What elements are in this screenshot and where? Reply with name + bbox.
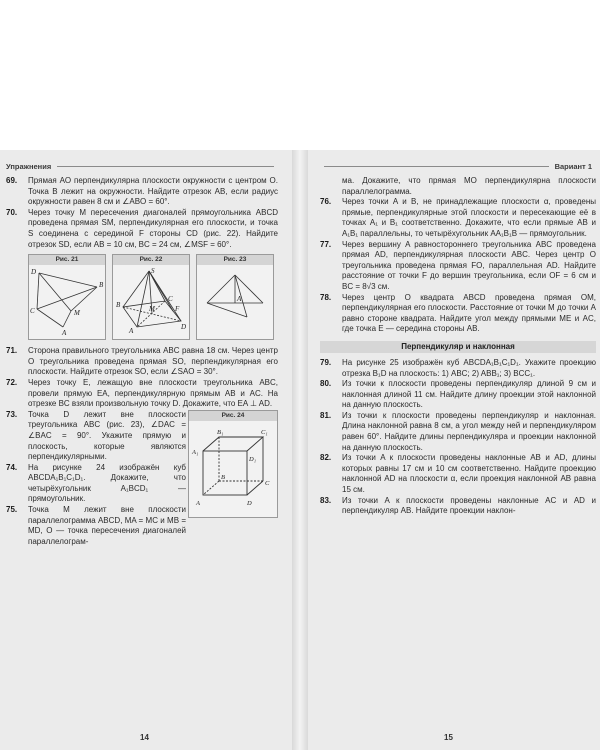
problem-text: Через вершину A равностороннего треугольника ABC проведена прямая AD, перпендикулярная плоскости ABC. Через центр O треугольника проведена прямая FO, параллельная AD. Найдите расстояние от точки F до вершин треугольника, если OF = 6 см и BC = 8√3 см.: [342, 239, 596, 291]
label-c: C: [30, 307, 35, 316]
problem-76: [320, 197, 596, 239]
right-column: [320, 176, 596, 517]
problem-number: 77.: [320, 239, 332, 249]
figure-23: [196, 254, 274, 340]
figure-21-drawing: [29, 265, 107, 337]
label-d1: D₁: [249, 455, 256, 463]
problem-text: Из точки к плоскости проведены перпендикуляр и наклонная. Длина наклонной равна 8 см, а угол между ней и перпендикуляром равен 60°. Найдите длины перпендикуляра и проекции наклонной на данную плоскость.: [342, 410, 596, 452]
left-running-head: [6, 162, 274, 171]
figure-22-drawing: [113, 265, 191, 337]
problem-75-continuation: [320, 176, 596, 197]
problem-69: [6, 176, 278, 208]
label-a: A: [237, 295, 242, 304]
left-header-label: Упражнения: [6, 162, 52, 171]
right-page-number: 15: [444, 733, 453, 742]
problem-number: 71.: [6, 346, 18, 356]
problem-83: [320, 496, 596, 517]
label-f: F: [175, 305, 180, 314]
label-a: A: [129, 327, 134, 336]
problem-text: Через центр O квадрата ABCD проведена прямая OM, перпендикулярная его плоскости. Расстояние от точки M до точки A равно стороне квадрата. Найдите угол между прямыми ME и AC, где точка E — середина стороны AB.: [342, 292, 596, 334]
problem-number: 70.: [6, 207, 18, 217]
problem-number: 73.: [6, 409, 18, 419]
figure-24: [188, 410, 278, 518]
figure-title: Рис. 21: [29, 255, 105, 265]
right-header-label: Вариант 1: [554, 162, 592, 171]
right-page: [308, 150, 600, 750]
problem-text: На рисунке 24 изображён куб ABCDA₁B₁C₁D₁. Докажите, что четырёхугольник A₁BCD₁ — прямоугольник.: [28, 462, 186, 504]
problem-text: Точка D лежит вне плоскости треугольника ABC (рис. 23), ∠DAC = ∠BAC = 90°. Укажите прямую и плоскость, которые являются перпендикулярными.: [28, 409, 186, 462]
label-c: C: [168, 295, 173, 304]
label-a: A: [62, 329, 67, 338]
problem-number: 81.: [320, 410, 332, 420]
problem-text: ма. Докажите, что прямая MO перпендикулярна плоскости параллелограмма.: [342, 176, 596, 196]
label-a: A: [196, 499, 200, 507]
problem-number: 80.: [320, 379, 332, 389]
problem-text: На рисунке 25 изображён куб ABCDA₁B₁C₁D₁. Укажите проекцию отрезка B₁D на плоскость: 1) ABC; 2) ABB₁; 3) BCC₁.: [342, 357, 596, 378]
label-c1: C₁: [261, 428, 268, 436]
figure-title: Рис. 23: [197, 255, 273, 265]
label-b1: B₁: [217, 428, 224, 436]
label-d: D: [181, 323, 187, 332]
figure-title: Рис. 22: [113, 255, 189, 265]
problem-number: 78.: [320, 292, 332, 302]
problem-text: Прямая AO перпендикулярна плоскости окружности с центром O. Точка B лежит на окружности. Найдите отрезок AB, если радиус окружности равен 8 см и ∠ABO = 60°.: [28, 176, 278, 207]
problem-number: 79.: [320, 357, 332, 367]
problem-number: 82.: [320, 453, 332, 463]
problem-text: Из точки A к плоскости проведены наклонные AB и AD, длины которых равны 17 см и 10 см соответственно. Найдите проекцию наклонной AD на плоскости α, если проекция наклонной AB равна 15 см.: [342, 453, 596, 495]
problem-70: [6, 208, 278, 250]
header-rule: [324, 166, 549, 167]
label-m: M: [149, 305, 155, 314]
figures-row: [28, 254, 274, 340]
problem-text: Через точку E, лежащую вне плоскости треугольника ABC, провели прямую EA, перпендикулярную прямым AB и AC. На отрезке BC взяли произвольную точку D. Докажите, что EA ⊥ AD.: [28, 377, 278, 409]
problem-71: [6, 346, 278, 378]
problem-text: Через точку M пересечения диагоналей прямоугольника ABCD проведена прямая SM, перпендикулярная его плоскости, и точка S соединена с серединой F стороны CD (рис. 22). Найдите отрезок SD, если AB = 10 см, BC = 24 см, ∠MSF = 60°.: [28, 207, 278, 249]
problem-81: [320, 411, 596, 453]
figure-title: Рис. 24: [189, 411, 277, 421]
left-column: [6, 176, 278, 547]
label-d: D: [247, 499, 252, 507]
problem-number: 75.: [6, 505, 18, 515]
right-running-head: [324, 162, 592, 171]
problems-with-figure-24: [6, 410, 278, 548]
problem-78: [320, 293, 596, 335]
problem-text: Через точки A и B, не принадлежащие плоскости α, проведены прямые, перпендикулярные этой плоскости и пересекающие её в точках A₁ и B₁ соответственно. Докажите, что если прямые AB и A₁B₁ параллельны, то четырёхугольник AA₁B₁B — прямоугольник.: [342, 197, 596, 238]
problem-number: 74.: [6, 462, 18, 472]
section-title: Перпендикуляр и наклонная: [320, 341, 596, 353]
label-b: B: [99, 281, 104, 290]
label-s: S: [151, 267, 155, 276]
problem-77: [320, 240, 596, 293]
problem-72: [6, 378, 278, 410]
book-gutter: [292, 150, 308, 750]
left-page-number: 14: [140, 733, 149, 742]
figure-23-drawing: [197, 265, 275, 337]
label-c: C: [265, 479, 270, 487]
label-b: B: [221, 473, 225, 481]
problem-text: Сторона правильного треугольника ABC равна 18 см. Через центр O треугольника проведена прямая SO, перпендикулярная его плоскости. Найдите отрезок SO, если ∠SAO = 30°.: [28, 346, 278, 377]
figure-22: [112, 254, 190, 340]
problem-text: Из точки к плоскости проведены перпендикуляр длиной 9 см и наклонная длиной 11 см. Найдите длину проекции этой наклонной на данную плоскость.: [342, 379, 596, 410]
figure-24-drawing: [189, 421, 277, 517]
figure-21: [28, 254, 106, 340]
label-a1: A₁: [192, 448, 199, 456]
problem-number: 83.: [320, 495, 332, 505]
problem-number: 72.: [6, 377, 18, 387]
problem-82: [320, 453, 596, 495]
label-b: B: [116, 301, 121, 310]
problem-text: Из точки A к плоскости проведены наклонные AC и AD и перпендикуляр AB. Найдите проекции наклон-: [342, 495, 596, 516]
header-rule: [57, 166, 274, 167]
problem-number: 76.: [320, 197, 332, 207]
problem-number: 69.: [6, 176, 18, 185]
label-m: M: [74, 309, 80, 318]
problem-79: [320, 358, 596, 379]
left-page: [0, 150, 292, 750]
label-d: D: [31, 268, 37, 277]
problem-text: Точка M лежит вне плоскости параллелограмма ABCD, MA = MC и MB = MD, O — точка пересечения диагоналей параллелограм-: [28, 505, 186, 546]
problem-80: [320, 379, 596, 411]
